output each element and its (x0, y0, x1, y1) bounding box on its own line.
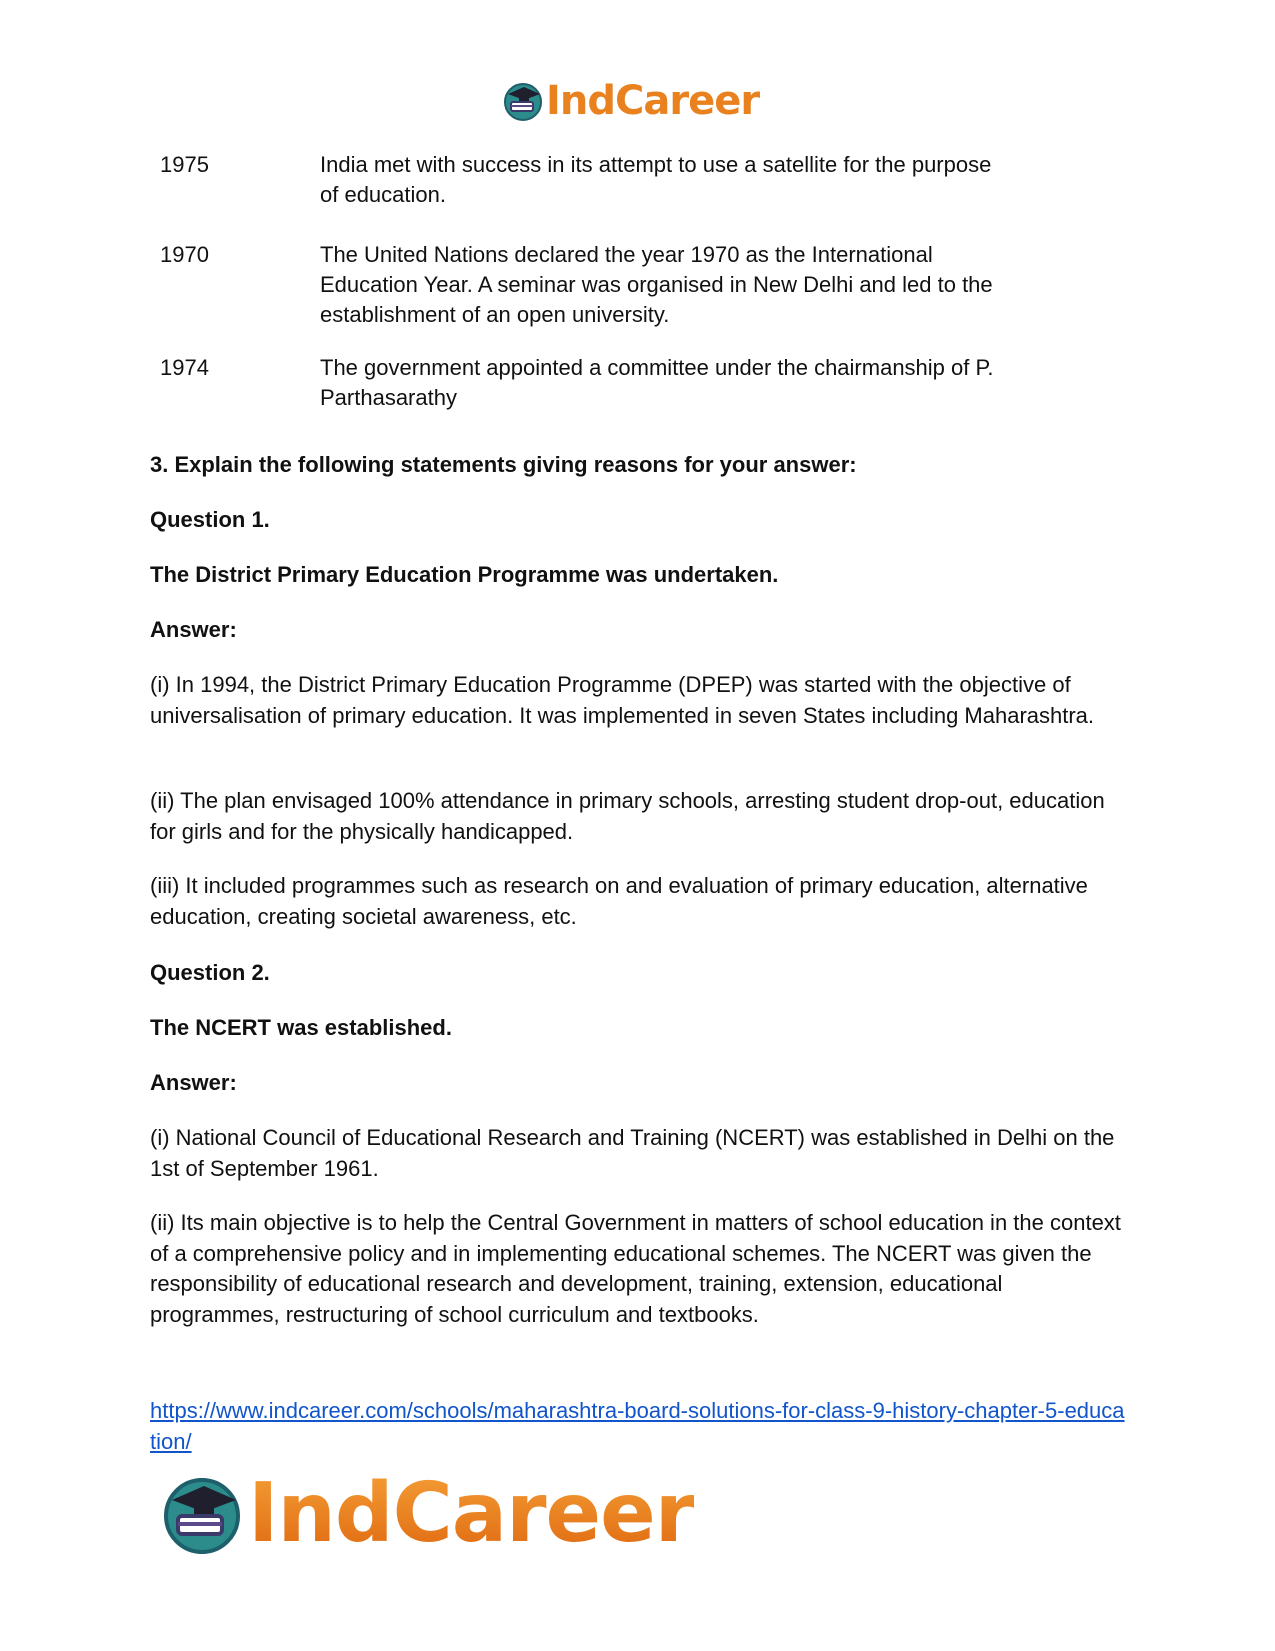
timeline-year: 1970 (160, 242, 209, 267)
timeline-description: India met with success in its attempt to use a satellite for the purpose of education. (320, 152, 992, 207)
answer-point: (ii) Its main objective is to help the Central Government in matters of school education in the context of a comprehensive policy and in implementing educational schemes. The NCERT was given the responsibility of educational research and development, training, extension, educational programmes, restructuring of school curriculum and textbooks. (150, 1210, 1121, 1327)
answer-point: (i) In 1994, the District Primary Education Programme (DPEP) was started with the objective of universalisation of primary education. It was implemented in seven States including Maharashtra. (150, 672, 1095, 728)
timeline-year: 1974 (160, 355, 209, 380)
answer-point: (ii) The plan envisaged 100% attendance in primary schools, arresting student drop-out, education for girls and for the physically handicapped. (150, 788, 1105, 844)
graduation-cap-book-globe-icon (160, 1472, 244, 1556)
question-label: Question 1. (150, 507, 270, 532)
footer-link-container (150, 1396, 1125, 1457)
graduation-cap-book-globe-icon (502, 80, 544, 122)
question-statement: The NCERT was established. (150, 1015, 452, 1040)
logo-wordmark: IndCareer (248, 1466, 695, 1561)
header-logo (502, 80, 759, 122)
answer-label: Answer: (150, 1070, 237, 1095)
section-heading: 3. Explain the following statements giving reasons for your answer: (150, 452, 857, 477)
source-link[interactable]: https://www.indcareer.com/schools/maharashtra-board-solutions-for-class-9-history-chapter-5-education/ (150, 1398, 1125, 1454)
answer-point: (iii) It included programmes such as research on and evaluation of primary education, alternative education, creating societal awareness, etc. (150, 873, 1088, 929)
timeline-description: The United Nations declared the year 1970 as the International Education Year. A seminar was organised in New Delhi and led to the establishment of an open university. (320, 242, 993, 327)
answer-point: (i) National Council of Educational Research and Training (NCERT) was established in Delhi on the 1st of September 1961. (150, 1125, 1115, 1181)
answer-label: Answer: (150, 617, 237, 642)
question-label: Question 2. (150, 960, 270, 985)
logo-wordmark: IndCareer (546, 78, 760, 124)
timeline-year: 1975 (160, 152, 209, 177)
timeline-description: The government appointed a committee under the chairmanship of P. Parthasarathy (320, 355, 994, 410)
question-statement: The District Primary Education Programme was undertaken. (150, 562, 779, 587)
footer-logo (160, 1466, 695, 1561)
